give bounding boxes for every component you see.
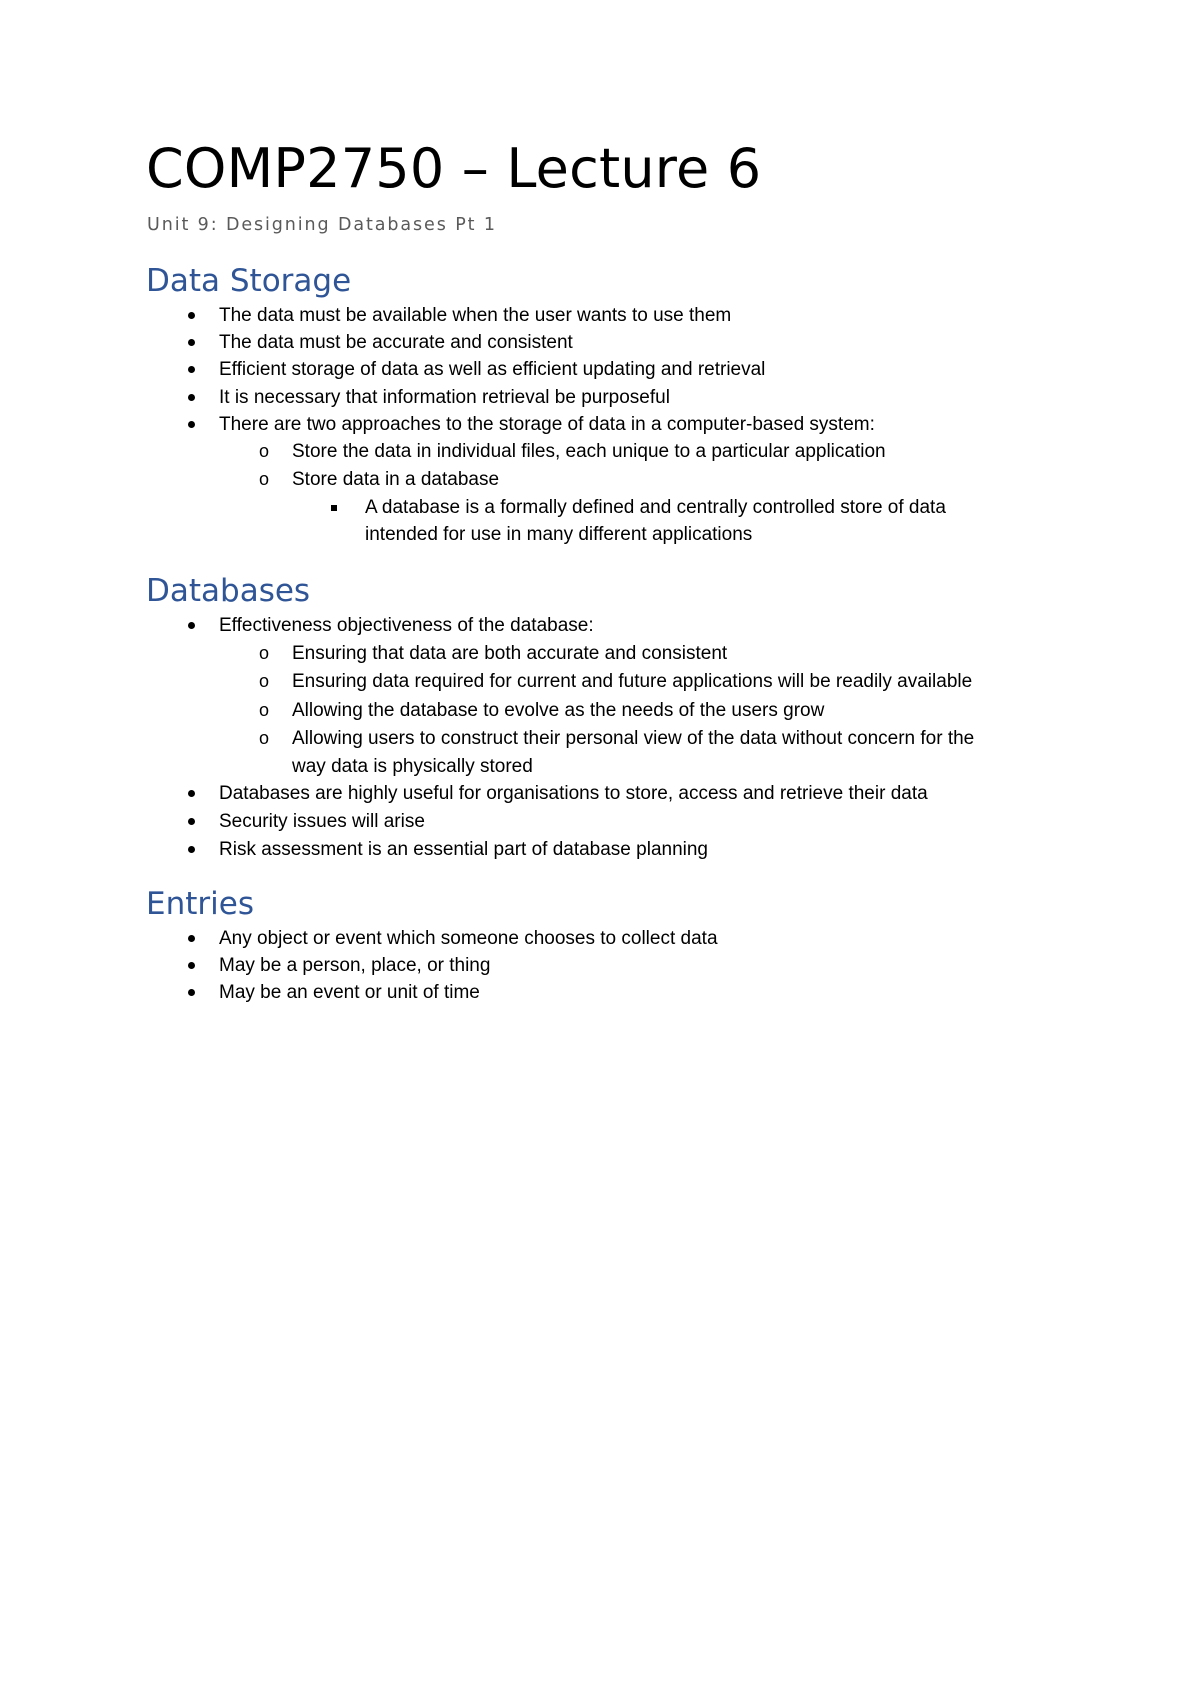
bullet-icon [188, 366, 195, 373]
hollow-bullet-icon: o [259, 469, 270, 489]
hollow-bullet-icon: o [259, 441, 270, 461]
document-subtitle: Unit 9: Designing Databases Pt 1 [147, 215, 497, 235]
hollow-bullet-icon: o [259, 671, 270, 691]
bullet-icon [188, 818, 195, 825]
section-heading-entries: Entries [146, 886, 254, 922]
document-title: COMP2750 – Lecture 6 [146, 137, 762, 200]
bullet-icon [188, 962, 195, 969]
bullet-icon [188, 421, 195, 428]
hollow-bullet-icon: o [259, 728, 270, 748]
document-page: COMP2750 – Lecture 6 Unit 9: Designing Databases Pt 1 Data Storage The data must be available when the user wants to use them The data must be accurate and consistent Efficient storage of data as well as efficient updating and retrieval It is necessary that information retrieval be purposeful There are two approaches to the storage of data in a computer-based system: o Store the data in individual files, each unique to a particular application o Store data in a database A database is a formally defined and centrally controlled store of data intended for use in many different applications Databases Effectiveness objectiveness of the database: o Ensuring that data are both accurate and consistent o Ensuring data required for current and future applications will be readily available o Allowing the database to evolve as the needs of the users grow o Allowing users to construct their personal view of the data without concern for the way data is physically stored Databases are highly useful for organisations to store, access and retrieve their data Security issues will arise Risk assessment is an essential part of database planning Entries Any object or event which someone chooses to collect data May be a person, place, or thing May be an event or unit of time [146, 137, 975, 1003]
bullet-icon [188, 846, 195, 853]
square-bullet-icon [331, 505, 337, 511]
bullet-icon [188, 394, 195, 401]
hollow-bullet-icon: o [259, 643, 270, 663]
bullet-icon [188, 989, 195, 996]
section-heading-data-storage: Data Storage [146, 263, 352, 299]
bullet-icon [188, 312, 195, 319]
bullet-icon [188, 622, 195, 629]
bullet-icon [188, 935, 195, 942]
hollow-bullet-icon: o [259, 700, 270, 720]
bullet-icon [188, 790, 195, 797]
bullet-icon [188, 339, 195, 346]
section-heading-databases: Databases [146, 573, 311, 609]
